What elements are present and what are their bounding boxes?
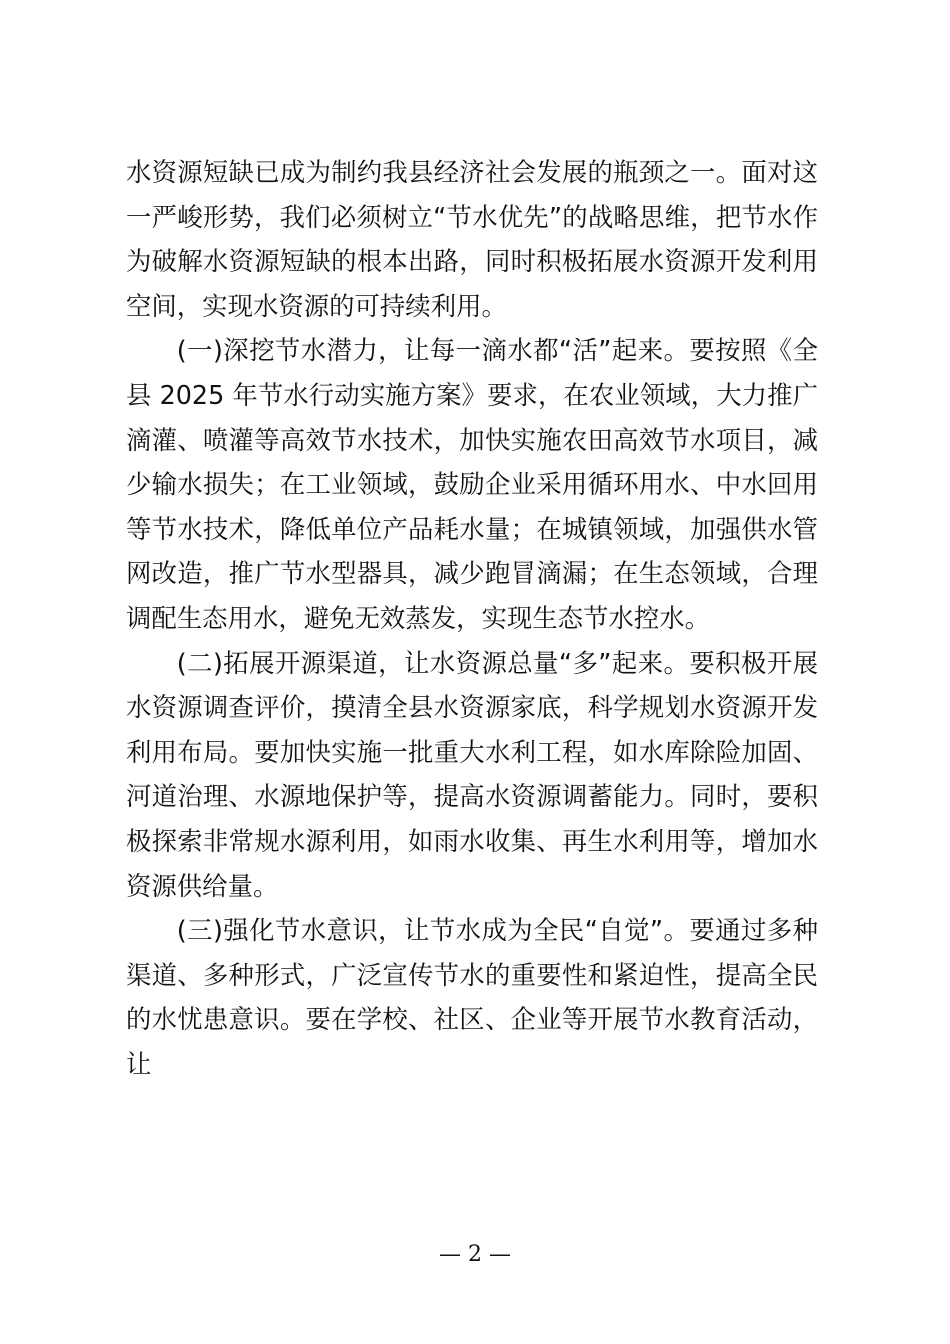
document-body <box>126 150 818 1086</box>
page-number: — 2 — <box>439 1242 511 1267</box>
paragraph-section-2: (二)拓展开源渠道，让水资源总量“多”起来。要积极开展水资源调查评价，摸清全县水资源家底，科学规划水资源开发利用布局。要加快实施一批重大水利工程，如水库除险加固、河道治理、水源地保护等，提高水资源调蓄能力。同时，要积极探索非常规水源利用，如雨水收集、再生水利用等，增加水资源供给量。 <box>126 647 818 901</box>
paragraph-intro: 水资源短缺已成为制约我县经济社会发展的瓶颈之一。面对这一严峻形势，我们必须树立“节水优先”的战略思维，把节水作为破解水资源短缺的根本出路，同时积极拓展水资源开发利用空间，实现水资源的可持续利用。 <box>126 157 818 321</box>
paragraph-section-3: (三)强化节水意识，让节水成为全民“自觉”。要通过多种渠道、多种形式，广泛宣传节水的重要性和紧迫性，提高全民的水忧患意识。要在学校、社区、企业等开展节水教育活动，让 <box>126 915 818 1079</box>
paragraph-section-1: (一)深挖节水潜力，让每一滴水都“活”起来。要按照《全县 2025 年节水行动实施方案》要求，在农业领域，大力推广滴灌、喷灌等高效节水技术，加快实施农田高效节水项目，减少输水损失；在工业领域，鼓励企业采用循环用水、中水回用等节水技术，降低单位产品耗水量；在城镇领域，加强供水管网改造，推广节水型器具，减少跑冒滴漏；在生态领域，合理调配生态用水，避免无效蒸发，实现生态节水控水。 <box>126 335 818 633</box>
